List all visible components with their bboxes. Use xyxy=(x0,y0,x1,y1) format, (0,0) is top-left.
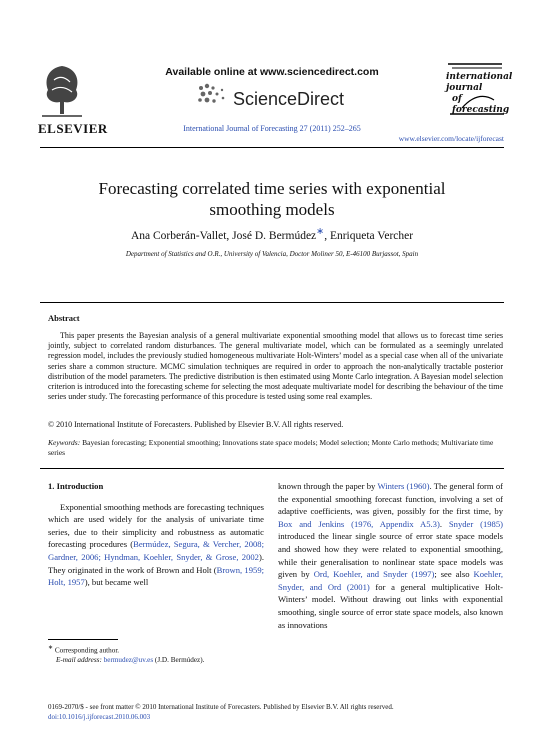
body-text: . The general form of the exponential smoothing forecast function, involving a set of adaptive coefficients, was given, possibly for the first time, by xyxy=(278,481,503,517)
authors-text: , Enriqueta Vercher xyxy=(324,229,414,242)
intro-paragraph-cont xyxy=(278,480,503,631)
keywords xyxy=(48,438,503,458)
title-line: smoothing models xyxy=(209,200,335,219)
body-text: known through the paper by xyxy=(278,481,378,491)
footnote-text: Corresponding author. xyxy=(53,646,120,655)
body-text: Exponential smoothing methods are forecasting techniques which are used widely for the analysis of univariate time series, due to their simplicity and robustness as automatic forecasting procedures ( xyxy=(48,501,264,550)
title-line: Forecasting correlated time series with exponential xyxy=(98,179,446,198)
body-text: ), but became well xyxy=(84,577,149,588)
abstract-copyright: © 2010 International Institute of Forecasters. Published by Elsevier B.V. All rights reserved. xyxy=(48,420,344,429)
affiliation: Department of Statistics and O.R., University of Valencia, Doctor Moliner 50, E-46100 Burjassot, Spain xyxy=(125,250,419,258)
abstract-end-divider xyxy=(40,468,504,469)
front-matter xyxy=(48,702,504,722)
author-list xyxy=(40,226,504,242)
citation-link[interactable]: Snyder (1985) xyxy=(448,518,504,529)
body-text: ). They originated in the work of Brown and Holt ( xyxy=(48,551,264,575)
available-online-text[interactable]: Available online at www.sciencedirect.com xyxy=(165,66,379,78)
citation-link[interactable]: Ord, Koehler, and Snyder (1997) xyxy=(313,569,435,580)
body-text: ; see also xyxy=(434,569,474,580)
body-column-left xyxy=(48,480,264,589)
abstract-body xyxy=(48,331,503,402)
section-heading: 1. Introduction xyxy=(48,481,104,491)
abstract-divider xyxy=(40,302,504,303)
footnote-email-line xyxy=(48,655,264,665)
article-title xyxy=(40,178,504,220)
citation-link[interactable]: Brown, 1959; Holt, 1957 xyxy=(48,564,265,588)
journal-url-link[interactable]: www.elsevier.com/locate/ijforecast xyxy=(398,134,504,143)
journal-citation[interactable]: International Journal of Forecasting 27 (2011) 252–265 xyxy=(183,124,361,133)
citation-link[interactable]: Box and Jenkins (1976, Appendix A5.3) xyxy=(278,518,440,529)
keywords-label: Keywords: xyxy=(48,438,81,447)
body-text: for a general multiplicative Holt-Winters’ model. Without drawing out links with exponential smoothing, single source of error state space models, also known as innovations xyxy=(278,581,503,630)
front-matter-line: 0169-2070/$ - see front matter © 2010 International Institute of Forecasters. Published by Elsevier B.V. All rights reserved. xyxy=(48,703,394,711)
journal-logo-line: of forecasting xyxy=(452,94,510,115)
corresponding-author-mark[interactable]: ∗ xyxy=(316,226,325,237)
platform-name: ScienceDirect xyxy=(233,89,345,109)
abstract-paragraph: This paper presents the Bayesian analysis of a general multivariate exponential smoothing model that allows us to forecast time series jointly, subject to correlated random disturbances. The general multivariate model, which can be formulated as a seemingly unrelated regression model, includes the previously studied homogeneous multivariate Holt-Winters’ model as a special case when all of the univariate series share a common structure. MCMC simulation techniques are required in order to approach the non-analytically tractable posterior distribution of the model parameters. The predictive distribution is then estimated using Monte Carlo integration. A Bayesian model selection criterion is introduced into the forecasting scheme for selecting the most adequate multivariate model for describing the behaviour of the time series under study. The forecasting performance of this procedure is tested using some real examples. xyxy=(48,331,503,402)
journal-logo-line: international journal xyxy=(446,72,513,93)
sciencedirect-dots-icon xyxy=(195,82,235,106)
footnote xyxy=(48,643,264,665)
header-divider xyxy=(40,147,504,148)
body-column-right xyxy=(278,480,503,631)
body-text: introduced the linear single source of error state space models and showed how they were related to exponential smoothing, while their generalisation to nonlinear state space models was given by xyxy=(278,531,503,580)
doi-link[interactable]: doi:10.1016/j.ijforecast.2010.06.003 xyxy=(48,713,151,721)
footnote-line xyxy=(48,643,264,655)
intro-paragraph xyxy=(48,501,264,589)
journal-logo-text xyxy=(446,72,513,116)
authors-text: Ana Corberán-Vallet, José D. Bermúdez xyxy=(130,229,317,242)
citation-link[interactable]: Koehler, Snyder, and Ord (2001) xyxy=(278,569,503,592)
body-text: . xyxy=(439,518,449,529)
publisher-name: ELSEVIER xyxy=(38,121,108,136)
footnote-mark: ∗ xyxy=(48,645,54,651)
keywords-list: Bayesian forecasting; Exponential smoothing; Innovations state space models; Model selection; Monte Carlo methods; Multivariate time series xyxy=(48,438,494,457)
abstract-heading: Abstract xyxy=(48,313,80,323)
email-link[interactable]: bermudez@uv.es xyxy=(103,656,154,665)
citation-link[interactable]: Bermúdez, Segura, & Vercher, 2008; Gardner, 2006; Hyndman, Koehler, Snyder, & Grose, 2002 xyxy=(48,539,264,562)
citation-link[interactable]: Winters (1960) xyxy=(377,481,430,491)
email-label: E-mail address: xyxy=(56,656,104,665)
footnote-divider xyxy=(48,639,118,640)
email-owner: (J.D. Bermúdez). xyxy=(153,656,205,665)
